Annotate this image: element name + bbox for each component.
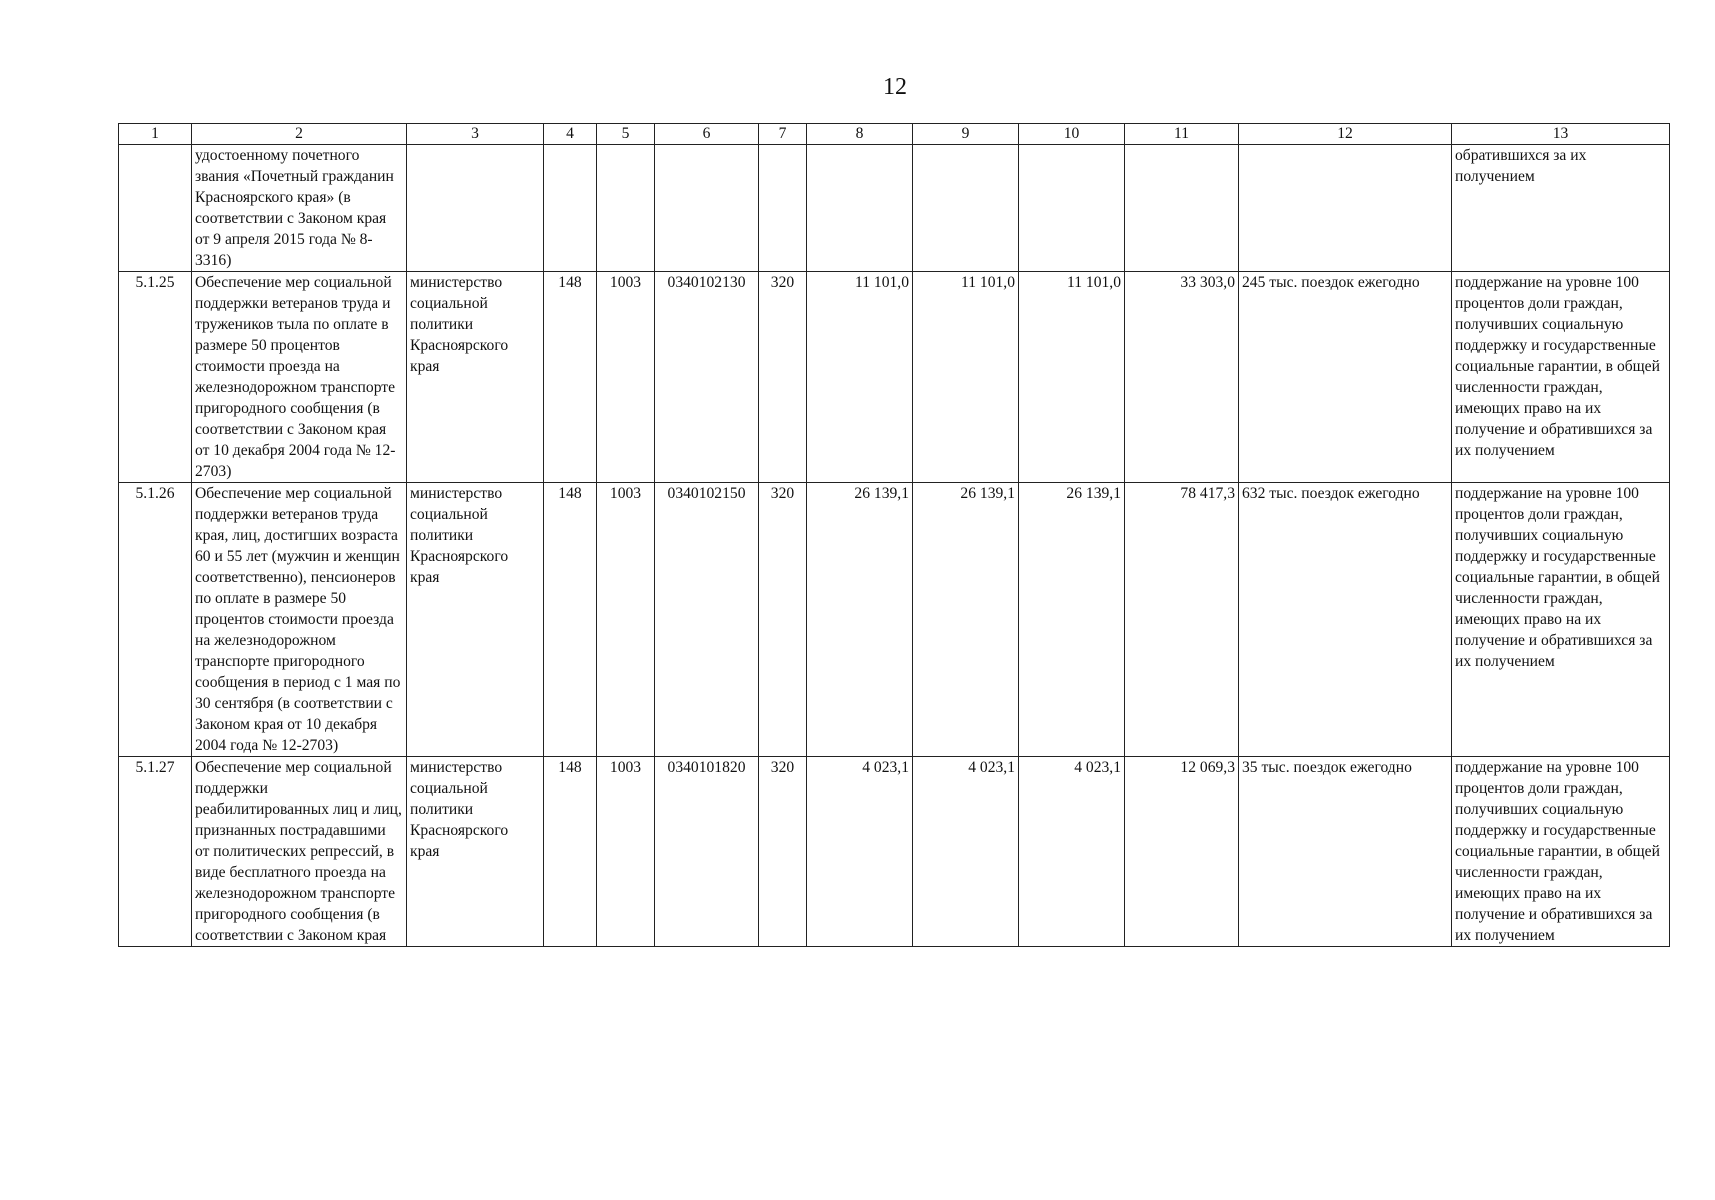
- csr-code: 0340102150: [655, 483, 759, 757]
- measure-code: [119, 145, 192, 272]
- amount-year-1: 4 023,1: [807, 757, 913, 947]
- vr-code: 320: [759, 757, 807, 947]
- grbs-code: [544, 145, 597, 272]
- amount-year-1: [807, 145, 913, 272]
- target-indicator: обратившихся за их получением: [1452, 145, 1670, 272]
- target-indicator: поддержание на уровне 100 процентов доли граждан, получивших социальную поддержку и государственные социальные гарантии, в общей численности граждан, имеющих право на их получение и обратившихся за их получением: [1452, 483, 1670, 757]
- table-row: [119, 272, 1670, 483]
- column-header: 1: [119, 124, 192, 145]
- amount-year-2: [913, 145, 1019, 272]
- vr-code: 320: [759, 483, 807, 757]
- column-header: 7: [759, 124, 807, 145]
- measure-executor: министерство социальной политики Красноярского края: [407, 757, 544, 947]
- amount-year-3: 26 139,1: [1019, 483, 1125, 757]
- amount-year-2: 26 139,1: [913, 483, 1019, 757]
- rzpr-code: 1003: [597, 757, 655, 947]
- rzpr-code: 1003: [597, 272, 655, 483]
- page-number: 12: [883, 74, 907, 100]
- column-header: 2: [192, 124, 407, 145]
- amount-total: 12 069,3: [1125, 757, 1239, 947]
- csr-code: 0340102130: [655, 272, 759, 483]
- amount-year-3: 11 101,0: [1019, 272, 1125, 483]
- amount-year-3: [1019, 145, 1125, 272]
- column-header: 13: [1452, 124, 1670, 145]
- vr-code: [759, 145, 807, 272]
- grbs-code: 148: [544, 483, 597, 757]
- column-header: 4: [544, 124, 597, 145]
- table-row: [119, 757, 1670, 947]
- column-header: 8: [807, 124, 913, 145]
- vr-code: 320: [759, 272, 807, 483]
- expected-result: 245 тыс. поездок ежегодно: [1239, 272, 1452, 483]
- column-header: 6: [655, 124, 759, 145]
- grbs-code: 148: [544, 272, 597, 483]
- column-header: 12: [1239, 124, 1452, 145]
- column-header: 5: [597, 124, 655, 145]
- measure-code: 5.1.25: [119, 272, 192, 483]
- csr-code: 0340101820: [655, 757, 759, 947]
- measure-description: Обеспечение мер социальной поддержки реабилитированных лиц и лиц, признанных пострадавшими от политических репрессий, в виде бесплатного проезда на железнодорожном транспорте пригородного сообщения (в соответствии с Законом края: [192, 757, 407, 947]
- measure-code: 5.1.26: [119, 483, 192, 757]
- amount-year-1: 11 101,0: [807, 272, 913, 483]
- amount-total: 33 303,0: [1125, 272, 1239, 483]
- measure-executor: [407, 145, 544, 272]
- measure-description: Обеспечение мер социальной поддержки ветеранов труда края, лиц, достигших возраста 60 и 55 лет (мужчин и женщин соответственно), пенсионеров по оплате в размере 50 процентов стоимости проезда на железнодорожном транспорте пригородного сообщения в период с 1 мая по 30 сентября (в соответствии с Законом края от 10 декабря 2004 года № 12-2703): [192, 483, 407, 757]
- column-number-row: [119, 124, 1670, 145]
- table-row: [119, 145, 1670, 272]
- column-header: 11: [1125, 124, 1239, 145]
- expected-result: 35 тыс. поездок ежегодно: [1239, 757, 1452, 947]
- grbs-code: 148: [544, 757, 597, 947]
- measure-description: Обеспечение мер социальной поддержки ветеранов труда и тружеников тыла по оплате в размере 50 процентов стоимости проезда на железнодорожном транспорте пригородного сообщения (в соответствии с Законом края от 10 декабря 2004 года № 12-2703): [192, 272, 407, 483]
- rzpr-code: 1003: [597, 483, 655, 757]
- column-header: 3: [407, 124, 544, 145]
- measure-executor: министерство социальной политики Красноярского края: [407, 483, 544, 757]
- expected-result: [1239, 145, 1452, 272]
- amount-year-2: 4 023,1: [913, 757, 1019, 947]
- column-header: 9: [913, 124, 1019, 145]
- csr-code: [655, 145, 759, 272]
- measure-description: удостоенному почетного звания «Почетный гражданин Красноярского края» (в соответствии с Законом края от 9 апреля 2015 года № 8-3316): [192, 145, 407, 272]
- amount-year-1: 26 139,1: [807, 483, 913, 757]
- measure-executor: министерство социальной политики Красноярского края: [407, 272, 544, 483]
- amount-year-2: 11 101,0: [913, 272, 1019, 483]
- expected-result: 632 тыс. поездок ежегодно: [1239, 483, 1452, 757]
- amount-total: [1125, 145, 1239, 272]
- amount-year-3: 4 023,1: [1019, 757, 1125, 947]
- measure-code: 5.1.27: [119, 757, 192, 947]
- column-header: 10: [1019, 124, 1125, 145]
- table-row: [119, 483, 1670, 757]
- target-indicator: поддержание на уровне 100 процентов доли граждан, получивших социальную поддержку и государственные социальные гарантии, в общей численности граждан, имеющих право на их получение и обратившихся за их получением: [1452, 272, 1670, 483]
- amount-total: 78 417,3: [1125, 483, 1239, 757]
- rzpr-code: [597, 145, 655, 272]
- target-indicator: поддержание на уровне 100 процентов доли граждан, получивших социальную поддержку и государственные социальные гарантии, в общей численности граждан, имеющих право на их получение и обратившихся за их получением: [1452, 757, 1670, 947]
- program-measures-table: [118, 123, 1670, 947]
